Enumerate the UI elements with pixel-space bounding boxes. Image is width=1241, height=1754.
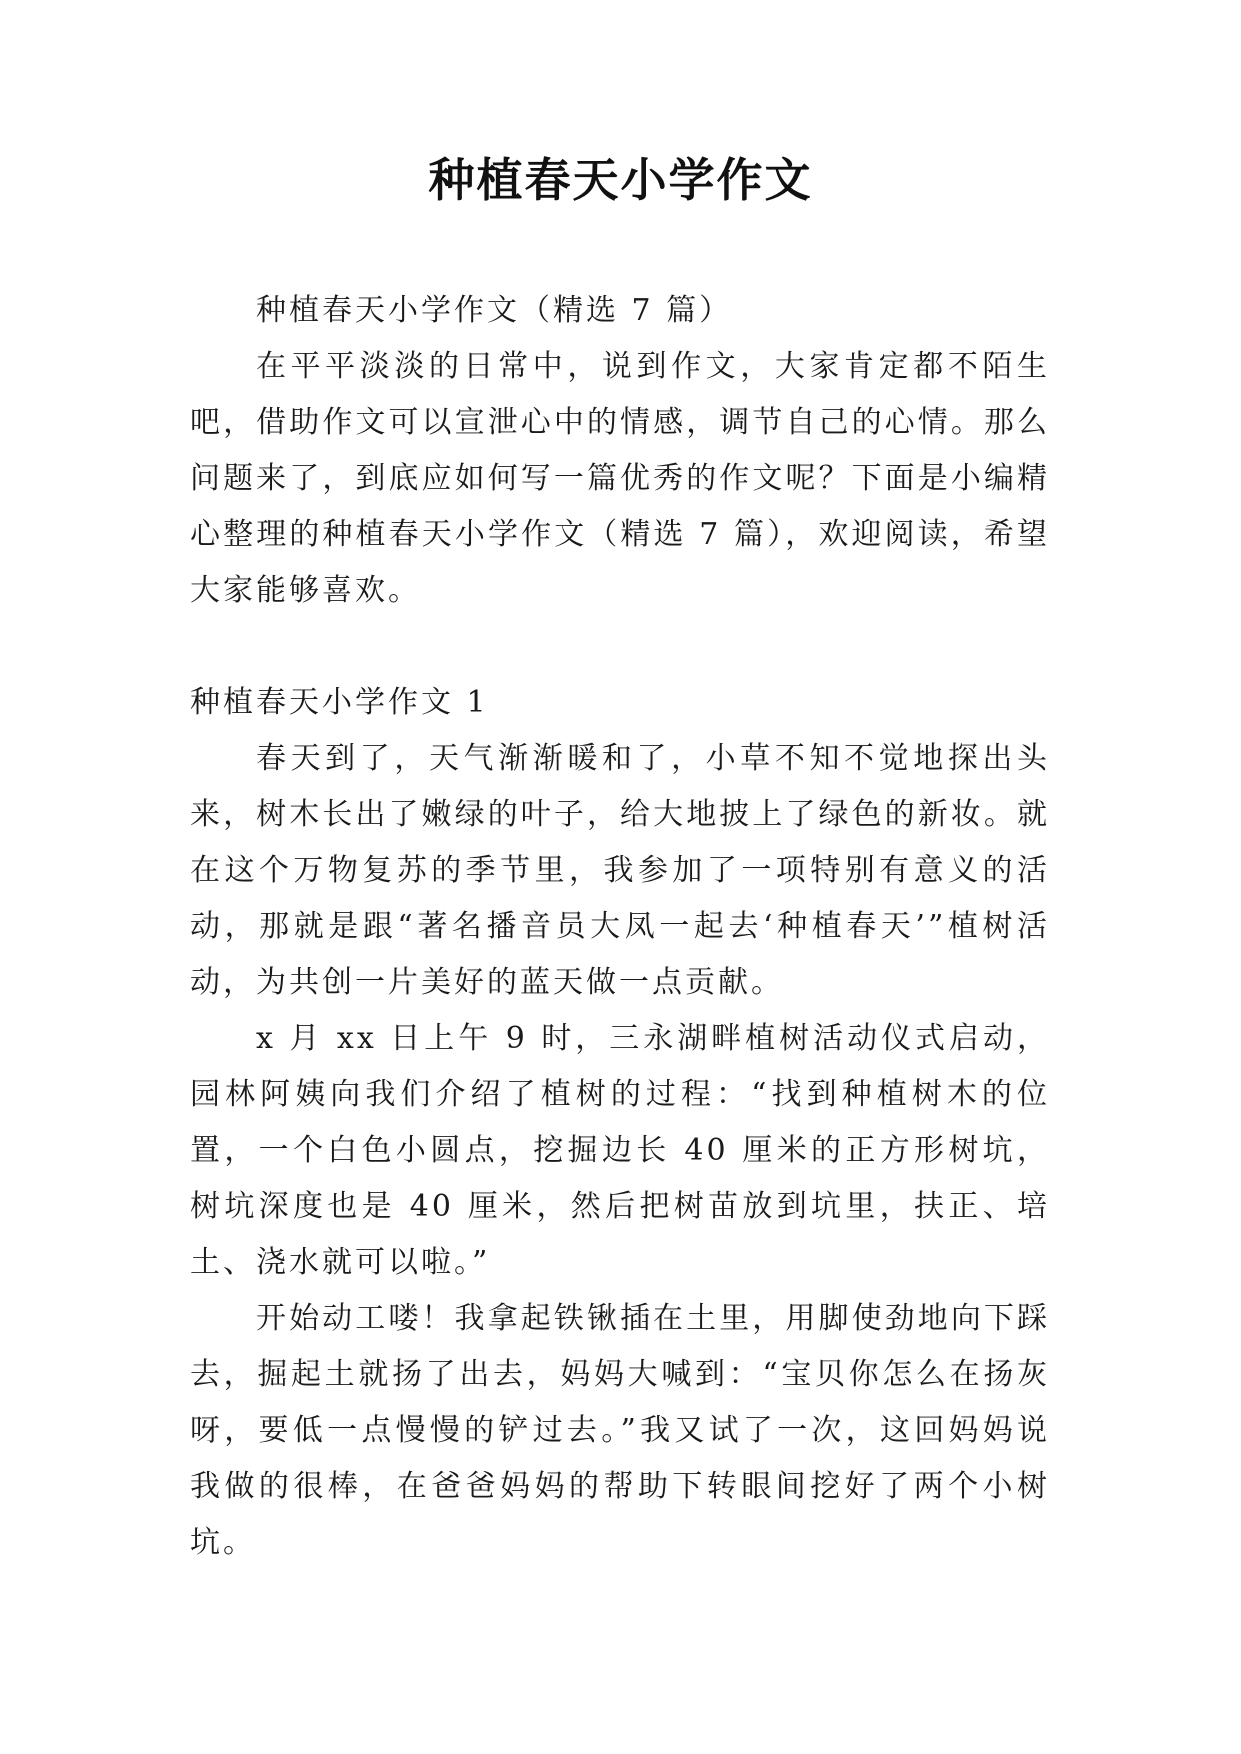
section-paragraph: 开始动工喽！我拿起铁锹插在土里，用脚使劲地向下踩去，掘起土就扬了出去，妈妈大喊到：“宝贝你怎么在扬灰呀，要低一点慢慢的铲过去。”我又试了一次，这回妈妈说我做的很棒，在爸爸妈妈的帮助下转眼间挖好了两个小树坑。 [190, 1301, 1050, 1560]
document-title: 种植春天小学作文 [428, 153, 813, 207]
document-body [190, 283, 1050, 1571]
subtitle: 种植春天小学作文（精选 7 篇） [256, 293, 733, 328]
section-heading: 种植春天小学作文 1 [190, 685, 489, 720]
section-paragraph: 春天到了，天气渐渐暖和了，小草不知不觉地探出头来，树木长出了嫩绿的叶子，给大地披上了绿色的新妆。就在这个万物复苏的季节里，我参加了一项特别有意义的活动，那就是跟“著名播音员大凤一起去‘种植春天’”植树活动，为共创一片美好的蓝天做一点贡献。 [190, 741, 1050, 1000]
intro-paragraph: 在平平淡淡的日常中，说到作文，大家肯定都不陌生吧，借助作文可以宣泄心中的情感，调节自己的心情。那么问题来了，到底应如何写一篇优秀的作文呢？下面是小编精心整理的种植春天小学作文（精选 7 篇），欢迎阅读，希望大家能够喜欢。 [190, 349, 1050, 608]
section-paragraph: x 月 xx 日上午 9 时，三永湖畔植树活动仪式启动，园林阿姨向我们介绍了植树的过程：“找到种植树木的位置，一个白色小圆点，挖掘边长 40 厘米的正方形树坑，树坑深度也是 40 厘米，然后把树苗放到坑里，扶正、培土、浇水就可以啦。” [190, 1021, 1050, 1280]
